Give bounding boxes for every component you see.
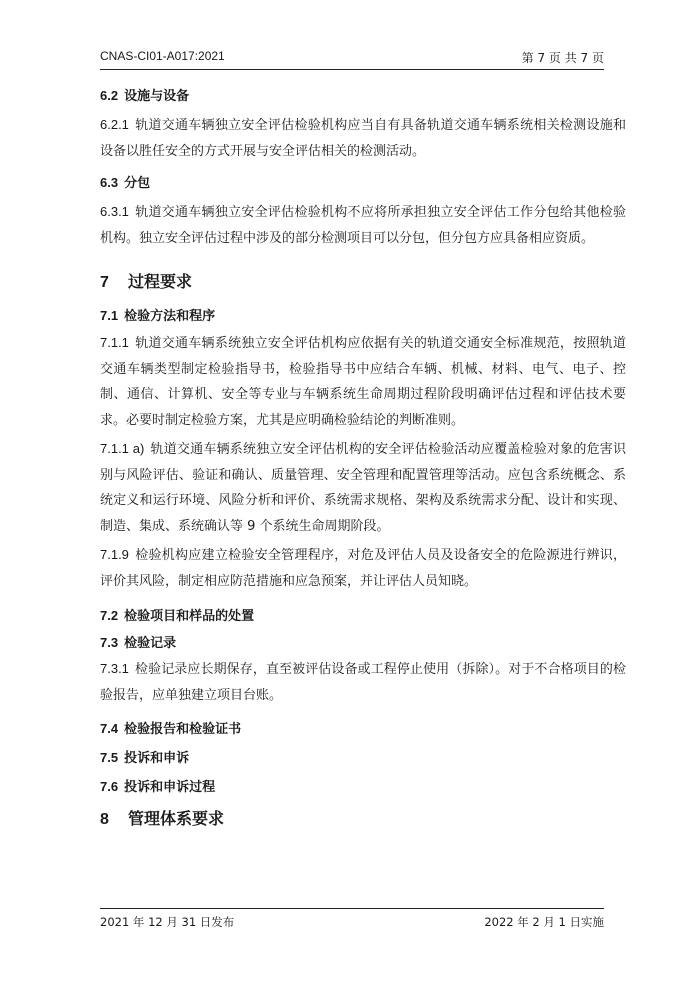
section-heading [100, 86, 626, 107]
clause-number: 7.1.1 a) [100, 441, 145, 456]
chapter-number: 8 [100, 811, 109, 828]
section-title: 检验项目和样品的处置 [124, 609, 255, 624]
paragraph [100, 656, 626, 708]
page-footer [100, 908, 604, 929]
page-header [100, 49, 604, 70]
section-number: 7.4 [100, 721, 119, 736]
clause-text: 轨道交通车辆独立安全评估检验机构应当自有具备轨道交通车辆系统相关检测设施和设备以胜任安全的方式开展与安全评估相关的检测活动。 [100, 118, 626, 159]
clause-text: 检验机构应建立检验安全管理程序，对危及评估人员及设备安全的危险源进行辨识，评价其风险，制定相应防范措施和应急预案，并让评估人员知晓。 [100, 548, 626, 589]
section-title: 投诉和申诉过程 [124, 780, 216, 795]
section-number: 7.5 [100, 750, 119, 765]
section-heading [100, 606, 626, 627]
chapter-title: 管理体系要求 [128, 809, 225, 828]
section-heading [100, 633, 626, 654]
section-heading [100, 173, 626, 194]
section-heading [100, 306, 626, 327]
clause-number: 6.2.1 [100, 117, 129, 132]
section-heading [100, 719, 626, 740]
section-title: 检验报告和检验证书 [124, 722, 242, 737]
paragraph [100, 112, 626, 164]
paragraph [100, 436, 626, 539]
section-number: 6.2 [100, 88, 119, 103]
clause-number: 7.3.1 [100, 661, 129, 676]
clause-text: 轨道交通车辆系统独立安全评估机构应依据有关的轨道交通安全标准规范，按照轨道交通车辆类型制定检验指导书，检验指导书中应结合车辆、机械、材料、电气、电子、控制、通信、计算机、安全等专业与车辆系统生命周期过程阶段明确评估过程和评估技术要求。必要时制定检验方案，尤其是应明确检验结论的判断准则。 [100, 336, 626, 428]
clause-number: 7.1.9 [100, 547, 129, 562]
chapter-title: 过程要求 [128, 272, 193, 291]
section-number: 6.3 [100, 175, 119, 190]
section-heading [100, 748, 626, 769]
chapter-number: 7 [100, 274, 109, 291]
chapter-heading [100, 269, 626, 296]
clause-text: 轨道交通车辆独立安全评估检验机构不应将所承担独立安全评估工作分包给其他检验机构。独立安全评估过程中涉及的部分检测项目可以分包，但分包方应具备相应资质。 [100, 205, 626, 246]
section-heading [100, 777, 626, 798]
section-number: 7.3 [100, 635, 119, 650]
effective-date: 2022 年 2 月 1 日实施 [484, 915, 604, 929]
section-number: 7.2 [100, 608, 119, 623]
page-number: 第 7 页 共 7 页 [521, 51, 604, 65]
paragraph [100, 542, 626, 594]
section-title: 分包 [124, 176, 151, 191]
clause-number: 6.3.1 [100, 204, 129, 219]
clause-text: 检验记录应长期保存，直至被评估设备或工程停止使用（拆除）。对于不合格项目的检验报告，应单独建立项目台账。 [100, 662, 626, 703]
paragraph [100, 330, 626, 433]
section-number: 7.6 [100, 779, 119, 794]
section-title: 检验方法和程序 [124, 309, 216, 324]
clause-text: 轨道交通车辆系统独立安全评估机构的安全评估检验活动应覆盖检验对象的危害识别与风险评估、验证和确认、质量管理、安全管理和配置管理等活动。应包含系统概念、系统定义和运行环境、风险分析和评价、系统需求规格、架构及系统需求分配、设计和实现、制造、集成、系统确认等 9 个系统生命周期阶段。 [100, 442, 626, 534]
paragraph [100, 199, 626, 251]
issue-date: 2021 年 12 月 31 日发布 [100, 915, 235, 929]
clause-number: 7.1.1 [100, 335, 129, 350]
section-number: 7.1 [100, 308, 119, 323]
section-title: 检验记录 [124, 636, 177, 651]
section-title: 投诉和申诉 [124, 751, 190, 766]
document-id: CNAS-CI01-A017:2021 [100, 49, 225, 63]
chapter-heading [100, 806, 626, 833]
section-title: 设施与设备 [124, 89, 190, 104]
document-body [100, 86, 626, 833]
